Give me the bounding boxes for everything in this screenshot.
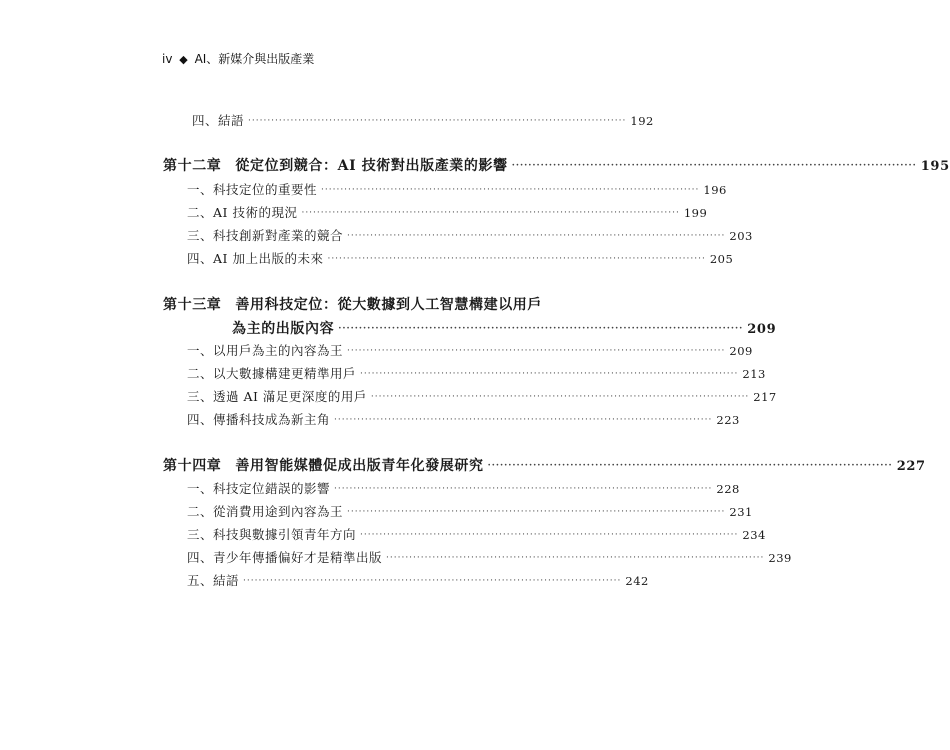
toc-entry-title: 四、青少年傳播偏好才是精準出版 (187, 550, 383, 565)
toc-entry-title: 二、AI 技術的現況 (187, 205, 298, 220)
dot-leader: ·································································································· (386, 553, 765, 563)
dot-leader: ·································································································· (360, 530, 739, 540)
toc-entry (187, 571, 649, 589)
dot-leader: ·································································································· (334, 415, 713, 425)
header-book-title: AI、新媒介與出版產業 (194, 52, 315, 66)
toc-entry-page: 213 (742, 367, 766, 381)
toc-entry-title: 二、從消費用途到內容為王 (187, 504, 344, 519)
dot-leader: ·································································································· (360, 369, 739, 379)
toc-entry-page: 228 (716, 482, 740, 496)
dot-leader: ·································································································· (248, 116, 627, 126)
toc-entry-title: 三、透過 AI 滿足更深度的用戶 (187, 389, 367, 404)
toc-entry-title: 一、以用戶為主的內容為王 (187, 343, 344, 358)
dot-leader: ·································································································· (338, 324, 744, 334)
chapter-label: 第十二章 (163, 158, 222, 174)
chapter-page: 209 (747, 322, 777, 337)
dot-leader: ·································································································· (487, 461, 893, 471)
toc-entry-page: 234 (742, 528, 766, 542)
toc-entry-page: 203 (729, 229, 753, 243)
chapter-title: 善用智能媒體促成出版青年化發展研究 (235, 458, 484, 474)
diamond-icon: ◆ (179, 53, 188, 66)
toc-chapter-13-continued (232, 318, 777, 338)
dot-leader: ·································································································· (301, 208, 680, 218)
toc-entry-title: 四、結語 (192, 113, 245, 128)
dot-leader: ·································································································· (321, 185, 700, 195)
dot-leader: ·································································································· (347, 231, 726, 241)
toc-entry-page: 205 (709, 252, 734, 266)
toc-entry (187, 203, 708, 221)
toc-chapter-14 (163, 455, 926, 475)
toc-entry (187, 180, 727, 198)
toc-entry (187, 502, 753, 520)
toc-entry-page: 231 (729, 505, 753, 519)
toc-entry (187, 479, 740, 497)
header-page-number: iv (162, 52, 173, 66)
toc-entry (187, 525, 766, 543)
toc-entry-page: 239 (768, 551, 792, 565)
toc-entry-title: 一、科技定位錯誤的影響 (187, 481, 331, 496)
toc-entry-page: 192 (630, 114, 654, 128)
toc-entry (187, 410, 740, 428)
chapter-label: 第十四章 (163, 458, 222, 474)
toc-entry-title: 三、科技創新對產業的競合 (187, 228, 344, 243)
dot-leader: ·································································································· (347, 346, 726, 356)
toc-entry (187, 548, 792, 566)
toc-entry-title: 四、傳播科技成為新主角 (187, 412, 331, 427)
chapter-title-line2: 為主的出版內容 (232, 321, 335, 337)
chapter-title-line1: 善用科技定位：從大數據到人工智慧構建以用戶 (235, 297, 543, 313)
dot-leader: ·································································································· (370, 392, 750, 402)
toc-entry-page: 242 (625, 574, 649, 588)
toc-chapter-13 (163, 294, 566, 314)
chapter-title: 從定位到競合：AI 技術對出版產業的影響 (235, 158, 508, 174)
dot-leader: ·································································································· (243, 576, 622, 586)
toc-entry-page: 217 (753, 390, 777, 404)
toc-entry (187, 226, 753, 244)
chapter-page: 195 (920, 159, 950, 174)
toc-entry-title: 三、科技與數據引領青年方向 (187, 527, 357, 542)
toc-entry (187, 341, 753, 359)
toc-entry (187, 387, 777, 405)
dot-leader: ·································································································· (511, 161, 917, 171)
toc-entry-title: 一、科技定位的重要性 (187, 182, 318, 197)
dot-leader: ·································································································· (327, 254, 706, 264)
toc-entry-title: 四、AI 加上出版的未來 (187, 251, 324, 266)
chapter-label: 第十三章 (163, 297, 222, 313)
toc-entry-page: 223 (716, 413, 740, 427)
toc-entry-page: 209 (729, 344, 753, 358)
dot-leader: ·································································································· (347, 507, 726, 517)
toc-chapter-12 (163, 155, 950, 175)
toc-entry (187, 364, 766, 382)
toc-entry (187, 249, 734, 267)
toc-entry-page: 199 (683, 206, 708, 220)
toc-entry-title: 五、結語 (187, 573, 240, 588)
chapter-page: 227 (896, 459, 926, 474)
toc-entry-title: 二、以大數據構建更精準用戶 (187, 366, 357, 381)
dot-leader: ·································································································· (334, 484, 713, 494)
toc-entry-page: 196 (703, 183, 727, 197)
toc-entry (192, 111, 654, 129)
